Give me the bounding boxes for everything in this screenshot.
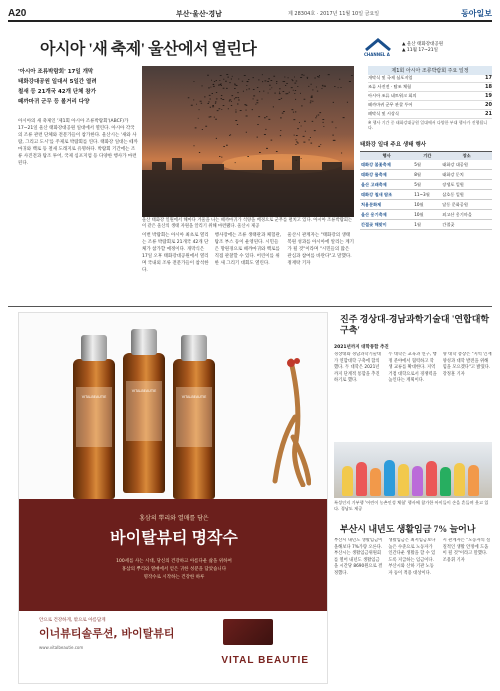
deck-line: 철새 등 21개국 42개 단체 참가	[18, 89, 97, 95]
table-row	[360, 160, 492, 170]
section-divider	[8, 306, 492, 307]
schedule-list	[368, 74, 492, 119]
table-row	[360, 180, 492, 190]
table-row	[360, 190, 492, 200]
body-column: 시 관계자는 "노동자의 실질적인 생활 안정에 도움이 될 것"이라고 말했다. 조용휘 기자	[442, 538, 491, 563]
article-body	[142, 232, 354, 302]
festival-place: 장생포 일원	[441, 180, 492, 190]
deck-line: 떼까마귀 군무 등 볼거리 다양	[18, 99, 90, 105]
schedule-box	[360, 36, 492, 136]
schedule-row	[368, 101, 492, 110]
issue-info: 제 28304호 · 2017년 11월 10일 금요일	[288, 11, 380, 17]
festival-period: 10월	[413, 200, 441, 210]
bottle-brand: VITALBEAUTIE	[81, 395, 107, 399]
table-title: 태화강 일대 주요 생태 행사	[360, 142, 427, 148]
schedule-row	[368, 92, 492, 101]
ad-product-line: 이너뷰티솔루션, 바이탈뷰티	[39, 627, 175, 640]
wage-body	[334, 538, 492, 678]
festival-name: 간절곶 해맞이	[360, 220, 413, 230]
schedule-item: 조류 사진전 · 탐조 체험	[368, 84, 412, 89]
column-header: 기간	[413, 152, 441, 161]
ad-footer	[19, 611, 328, 684]
festival-name: 태화강 물축제	[360, 170, 413, 180]
festival-place: 태화강 대공원	[441, 160, 492, 170]
univ-headline: 진주 경상대-경남과학기술대 '연합대학 구축'	[340, 314, 490, 335]
festival-name: 태화강 철새 탐조	[360, 190, 413, 200]
main-photo	[142, 66, 354, 217]
schedule-item: 떼까마귀 군무 관찰 투어	[368, 102, 413, 107]
festival-name: 처용문화제	[360, 200, 413, 210]
schedule-title: 제1회 아시아 조류박람회 주요 일정	[368, 66, 492, 75]
photo-caption: 특성인지 기부행 '어린이 농촌인성 체험' 행사에 참가한 아이들이 손을 흔들며 웃고 있다. 경남도 제공	[334, 500, 489, 511]
deck-line: '아시아 조류박람회' 17일 개막	[18, 69, 94, 75]
festival-name: 울산 고래축제	[360, 180, 413, 190]
ad-product-shot	[19, 313, 328, 499]
festival-place: 삼호동 일원	[441, 190, 492, 200]
paper-logo: 동아일보	[461, 9, 492, 18]
body-column: 이번 박람회는 아시아 최초로 열리는 조류 박람회로 21개국 42개 단체가 참가할 예정이다. 개막식은 17일 오후 태화강대공원에서 열리며 국내외 조류 전문가들이 참석한다.	[142, 233, 209, 273]
ad-copy-line: 홍삼의 뿌리와 열매에서 얻은 귀한 성분을 담았습니다	[121, 567, 227, 572]
ginseng-advertisement[interactable]	[18, 312, 328, 684]
schedule-day: 19	[485, 93, 492, 99]
children-photo	[334, 442, 492, 498]
body-column: 행사장에는 조류 생태관과 체험관, 탐조 부스 등이 운영된다. 시민들은 망원경으로 떼까마귀와 백로를 직접 관찰할 수 있다. 어린이를 위한 새 그리기 대회도 열린다.	[214, 233, 282, 266]
festival-place: 태화강 둔치	[441, 170, 492, 180]
summary-line: ▲ 울산 태화강대공원	[402, 42, 444, 47]
univ-subhead: 2021년까지 대학통합 추진	[334, 345, 389, 350]
gift-box-image	[223, 619, 273, 645]
channel-label: CHANNEL A	[364, 52, 390, 57]
festival-period: 5월	[413, 160, 441, 170]
schedule-day: 17	[485, 75, 492, 81]
body-column: 생활임금은 최저임금보다 높은 수준으로 노동자가 인간다운 생활을 할 수 있도록 지급하는 임금이다. 부산시와 산하 기관 노동자 등이 적용 대상이다.	[388, 538, 436, 576]
festival-period: 8월	[413, 170, 441, 180]
festival-period: 1월	[413, 220, 441, 230]
bottle-image	[123, 353, 165, 493]
bottle-image	[173, 359, 215, 499]
body-column: 경상대와 경남과학기술대가 연합대학 구축에 합의했다. 두 대학은 2021년까지 단계적 통합을 추진하기로 했다.	[334, 352, 382, 383]
festival-name: 태화강 봄꽃축제	[360, 160, 413, 170]
bottle-brand: VITALBEAUTIE	[131, 389, 157, 393]
page-header	[8, 8, 492, 22]
schedule-note: ※ 행사 기간 중 태화강대공원 일대에서 다양한 부대 행사가 진행됩니다.	[368, 120, 488, 130]
photo-caption: 울산 태화강 일원에서 해마다 겨울을 나는 떼까마귀가 석양을 배경으로 군무를 펼치고 있다. 아시아 조류박람회는 이 같은 울산의 생태 자원을 알리기 위해 마련됐다. 울산시 제공	[142, 218, 353, 229]
table-row	[360, 220, 492, 230]
festival-place: 달동 문화공원	[441, 200, 492, 210]
body-column: 두 대학은 교육과 연구, 행정 분야에서 협력하고 학생 교류를 확대한다. 지역 거점 대학으로서 경쟁력을 높인다는 계획이다.	[388, 352, 437, 383]
festival-table	[360, 151, 492, 230]
table-row	[360, 200, 492, 210]
schedule-day: 20	[485, 102, 492, 108]
festival-period: 10월	[413, 210, 441, 220]
schedule-row	[368, 83, 492, 92]
ad-copy-line: 명작수로 시작하는 건강한 하루	[143, 575, 205, 580]
ad-tagline: 홍삼의 뿌리와 열매를 담은	[139, 515, 209, 522]
crow-flock-photo	[142, 66, 354, 217]
schedule-day: 18	[485, 84, 492, 90]
ad-copy-line: 100세를 사는 시대, 당신의 건강하고 아름다운 삶을 위하여	[116, 559, 232, 564]
ad-headline: 바이탈뷰티 명작수	[110, 530, 238, 547]
column-header: 장소	[441, 152, 492, 161]
bottle-brand: VITALBEAUTIE	[181, 395, 207, 399]
festival-period: 11~3월	[413, 190, 441, 200]
deck-line: 태화강대공원 일대서 5일간 열려	[18, 79, 97, 85]
festival-place: 외고산 옹기마을	[441, 210, 492, 220]
wage-headline: 부산시 내년도 생활임금 7% 늘어나	[340, 524, 476, 534]
body-column: 부산시 내년도 생활임금이 올해보다 7%가량 오른다. 부산시는 생활임금위원회를 열어 내년도 생활임금을 시간당 8690원으로 결정했다.	[334, 538, 383, 576]
column-header: 행사	[360, 152, 413, 161]
summary-line: ▲ 11월 17~21일	[402, 48, 438, 53]
schedule-item: 아시아 조류 네트워크 회의	[368, 93, 417, 98]
body-column: 울산시 관계자는 "태화강의 생태 복원 성과를 아시아에 알리는 계기가 될 것"이라며 "시민들의 많은 관심과 참여를 바란다"고 말했다. 정재락 기자	[287, 233, 354, 266]
page-headline: 아시아 '새 축제' 울산에서 열린다	[40, 41, 257, 58]
ad-red-band	[19, 499, 328, 611]
schedule-row	[368, 110, 492, 119]
ad-copy	[19, 558, 328, 582]
section-name: 부산·울산·경남	[176, 10, 222, 18]
univ-body	[334, 352, 492, 440]
body-column: 양 대학 총장은 "지역 인재 양성과 대학 발전을 위해 힘을 모으겠다"고 밝혔다. 강정훈 기자	[442, 352, 492, 377]
page-number: A20	[8, 8, 27, 19]
festival-period: 5월	[413, 180, 441, 190]
lead-body: 아시아의 새 축제인 '제1회 아시아 조류박람회'(ABCF)가 17~21일 울산 태화강대공원 일대에서 열린다. 아시아 각국의 조류 관련 단체와 전문가들이 참가한다. 울산시는 '새와 사람, 그리고 도시'를 주제로 박람회를 연다. 태화강 일대는 떼까마귀와 백로 등 철새 도래지로 유명하다. 박람회 기간에는 조류 사진전과 탐조 투어, 국제 심포지엄 등 다양한 행사가 마련된다.	[18, 119, 138, 166]
ginseng-root-icon	[271, 357, 311, 487]
schedule-item: 폐막식 및 시상식	[368, 111, 399, 116]
table-row	[360, 170, 492, 180]
schedule-row	[368, 74, 492, 83]
ad-slogan: 안으로 건강하게, 밖으로 아름답게	[39, 618, 106, 623]
schedule-item: 개막식 및 국제 심포지엄	[368, 75, 413, 80]
brand-logo: VITAL BEAUTIE	[221, 655, 309, 666]
lead-deck	[18, 68, 138, 108]
schedule-day: 21	[485, 111, 492, 117]
ad-url[interactable]: www.vitalbeautie.com	[39, 645, 84, 650]
festival-place: 간절곶	[441, 220, 492, 230]
festival-table-box	[360, 140, 492, 302]
festival-name: 울산 옹기축제	[360, 210, 413, 220]
table-row	[360, 210, 492, 220]
bottle-image	[73, 359, 115, 499]
event-summary	[402, 42, 443, 54]
